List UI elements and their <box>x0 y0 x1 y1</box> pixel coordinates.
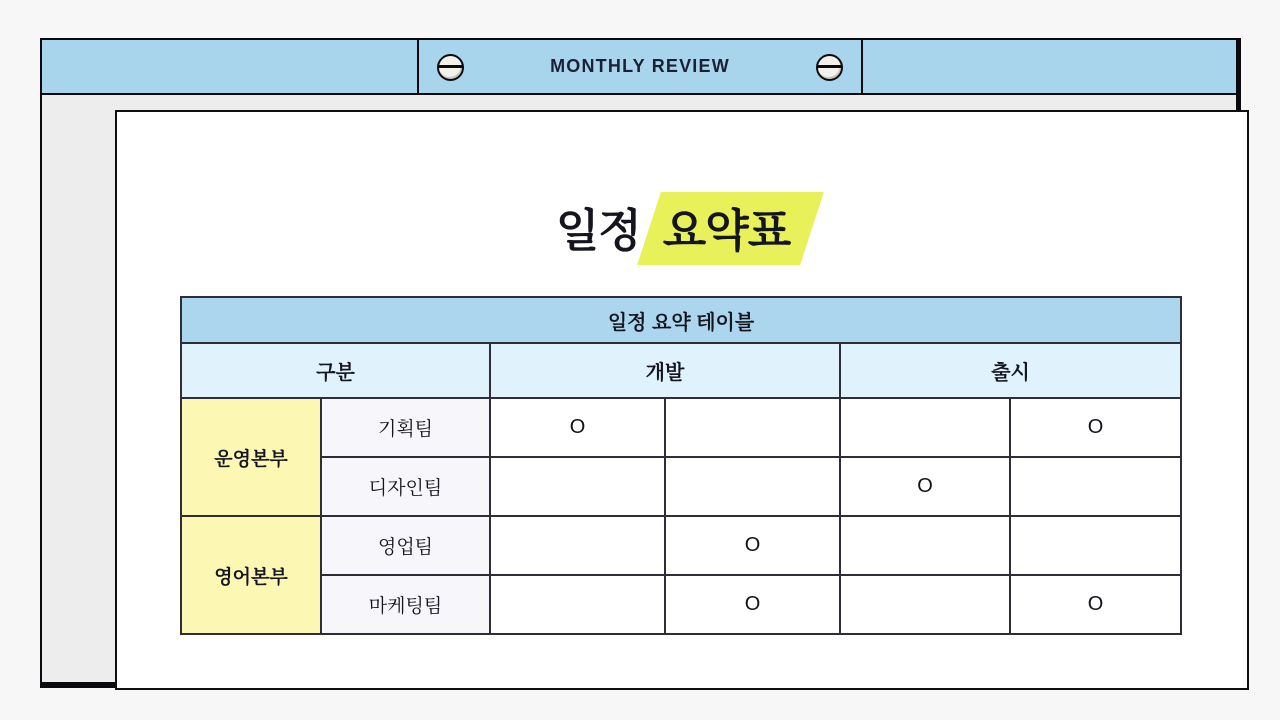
group-cell-english: 영어본부 <box>181 516 321 634</box>
col-header-category: 구분 <box>181 343 490 398</box>
mark-cell: O <box>665 516 840 575</box>
mark-cell: O <box>1010 575 1181 634</box>
table-row <box>181 575 1181 634</box>
mark-cell <box>840 398 1010 457</box>
mark-cell: O <box>1010 398 1181 457</box>
team-cell-marketing: 마케팅팀 <box>321 575 490 634</box>
col-header-launch: 출시 <box>840 343 1181 398</box>
team-cell-planning: 기획팀 <box>321 398 490 457</box>
group-cell-operations: 운영본부 <box>181 398 321 516</box>
team-cell-design: 디자인팀 <box>321 457 490 516</box>
table-header-row <box>181 343 1181 398</box>
mark-cell <box>1010 516 1181 575</box>
table-row <box>181 398 1181 457</box>
schedule-summary-table <box>180 296 1182 635</box>
page-title <box>117 190 1247 265</box>
col-header-dev: 개발 <box>490 343 840 398</box>
mark-cell <box>490 457 665 516</box>
mark-cell: O <box>840 457 1010 516</box>
monthly-review-tab <box>417 38 863 95</box>
team-cell-sales: 영업팀 <box>321 516 490 575</box>
mark-cell: O <box>490 398 665 457</box>
table-row <box>181 516 1181 575</box>
page-title-highlighted-text: 요약표 <box>649 190 808 265</box>
mark-cell <box>665 457 840 516</box>
page-title-normal-text: 일정 <box>555 205 641 256</box>
outer-frame <box>40 38 1241 688</box>
tab-label: MONTHLY REVIEW <box>550 56 730 76</box>
table-row <box>181 457 1181 516</box>
table-caption-row <box>181 297 1181 343</box>
mark-cell <box>665 398 840 457</box>
mark-cell <box>490 575 665 634</box>
mark-cell <box>840 575 1010 634</box>
screw-icon <box>437 54 464 81</box>
table-caption: 일정 요약 테이블 <box>181 297 1181 343</box>
mark-cell <box>490 516 665 575</box>
mark-cell <box>840 516 1010 575</box>
screw-icon <box>816 54 843 81</box>
mark-cell <box>1010 457 1181 516</box>
slide-page <box>115 110 1249 690</box>
mark-cell: O <box>665 575 840 634</box>
